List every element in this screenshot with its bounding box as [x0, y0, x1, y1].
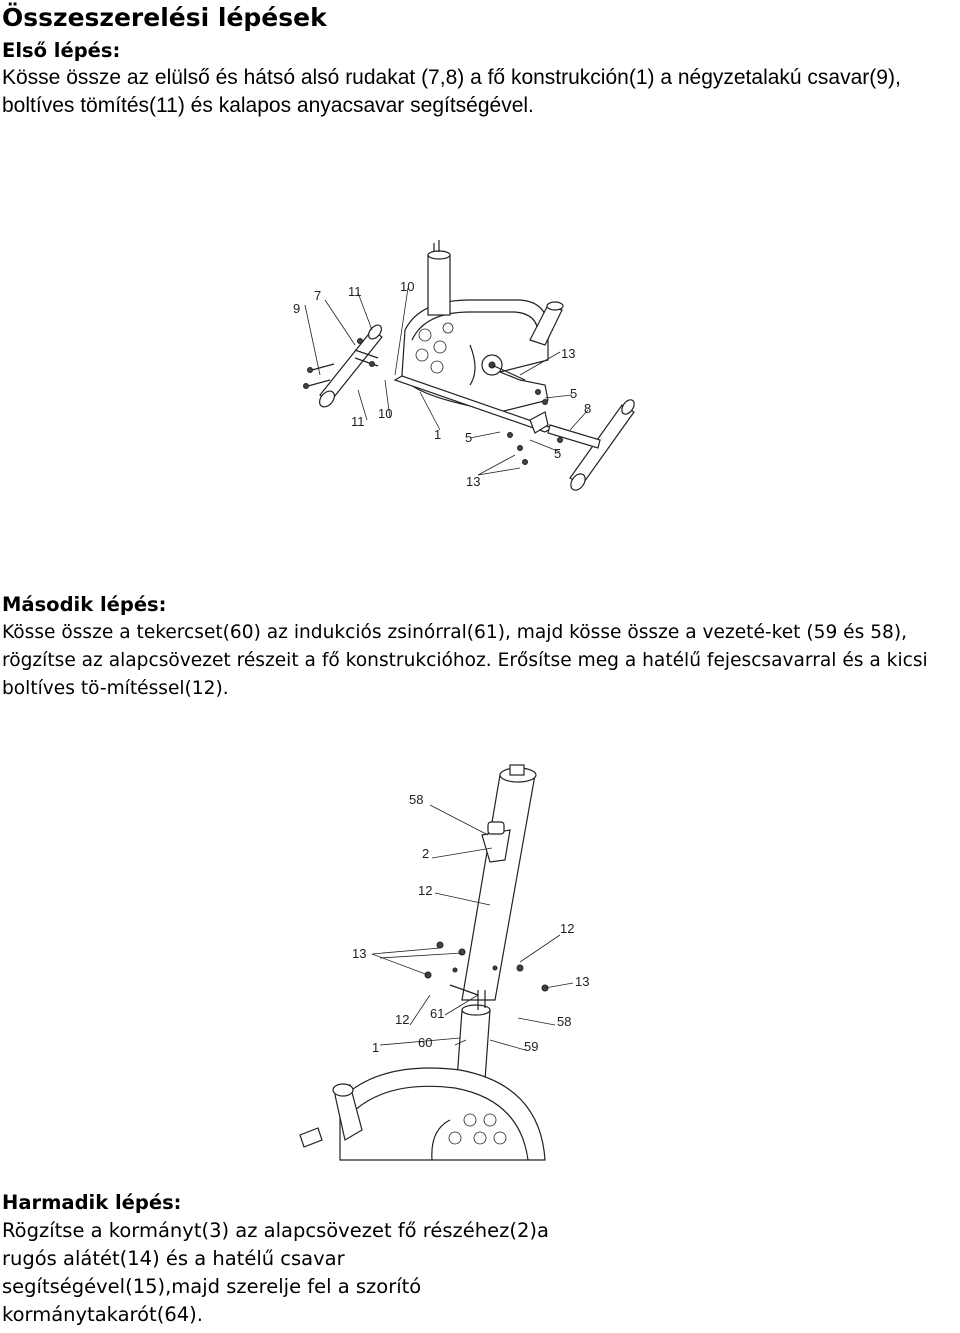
label-13-left: 13: [352, 946, 367, 961]
step-3-text: Rögzítse a kormányt(3) az alapcsövezet fő részéhez(2)a rugós alátét(14) és a hatélű csavar segítségével(15),majd szerelje fel a szorító kormánytakarót(64).: [2, 1219, 549, 1326]
label-60: 60: [418, 1035, 433, 1050]
label-13-right: 13: [575, 974, 590, 989]
label-12-upper: 12: [418, 883, 433, 898]
page-title: Összeszerelési lépések: [2, 3, 327, 32]
label-13-bottom: 13: [466, 474, 481, 489]
label-5-right: 5: [570, 386, 578, 401]
label-11-bottom: 11: [351, 414, 365, 429]
label-58-right: 58: [557, 1014, 572, 1029]
main-frame-plate: [402, 300, 548, 412]
lower-tube: [457, 1010, 490, 1080]
label-1: 1: [372, 1040, 380, 1055]
label-12-lower: 12: [395, 1012, 410, 1027]
label-61: 61: [430, 1006, 445, 1021]
label-59: 59: [524, 1039, 539, 1054]
label-13-top: 13: [561, 346, 576, 361]
step-1-diagram: [280, 235, 670, 500]
label-9: 9: [293, 301, 301, 316]
step-2-heading: Második lépés:: [2, 593, 167, 616]
label-2: 2: [422, 846, 430, 861]
flywheel-body: [340, 1068, 545, 1160]
label-10-top: 10: [400, 279, 415, 294]
upper-mast: [462, 775, 535, 1000]
step-2-diagram: [295, 755, 595, 1165]
label-8: 8: [584, 401, 592, 416]
label-5-left: 5: [465, 430, 473, 445]
front-stabilizer: [570, 405, 634, 485]
seat-mast: [428, 255, 450, 315]
label-5-bottom: 5: [554, 446, 562, 461]
label-12-right: 12: [560, 921, 575, 936]
step-3-heading: Harmadik lépés:: [2, 1191, 182, 1214]
label-58-top: 58: [409, 792, 424, 807]
step-1-heading: Első lépés:: [2, 39, 121, 62]
step-2-text: Kösse össze a tekercset(60) az indukciós zsinórral(61), majd kösse össze a vezeté-ket (59 és 58), rögzítse az alapcsövezet részeit a fő konstrukcióhoz. Erősítse meg a hatélű fejescsavarral és a kicsi boltíves tö-mítéssel(12).: [2, 622, 928, 699]
label-1: 1: [434, 427, 442, 442]
label-7: 7: [314, 288, 322, 303]
label-11-top: 11: [348, 284, 362, 299]
step-1-text: Kösse össze az elülső és hátsó alsó rudakat (7,8) a fő konstrukción(1) a négyzetalakú csavar(9), boltíves tömítés(11) és kalapos anyacsavar segítségével.: [2, 66, 901, 117]
label-10-bottom: 10: [378, 406, 393, 421]
